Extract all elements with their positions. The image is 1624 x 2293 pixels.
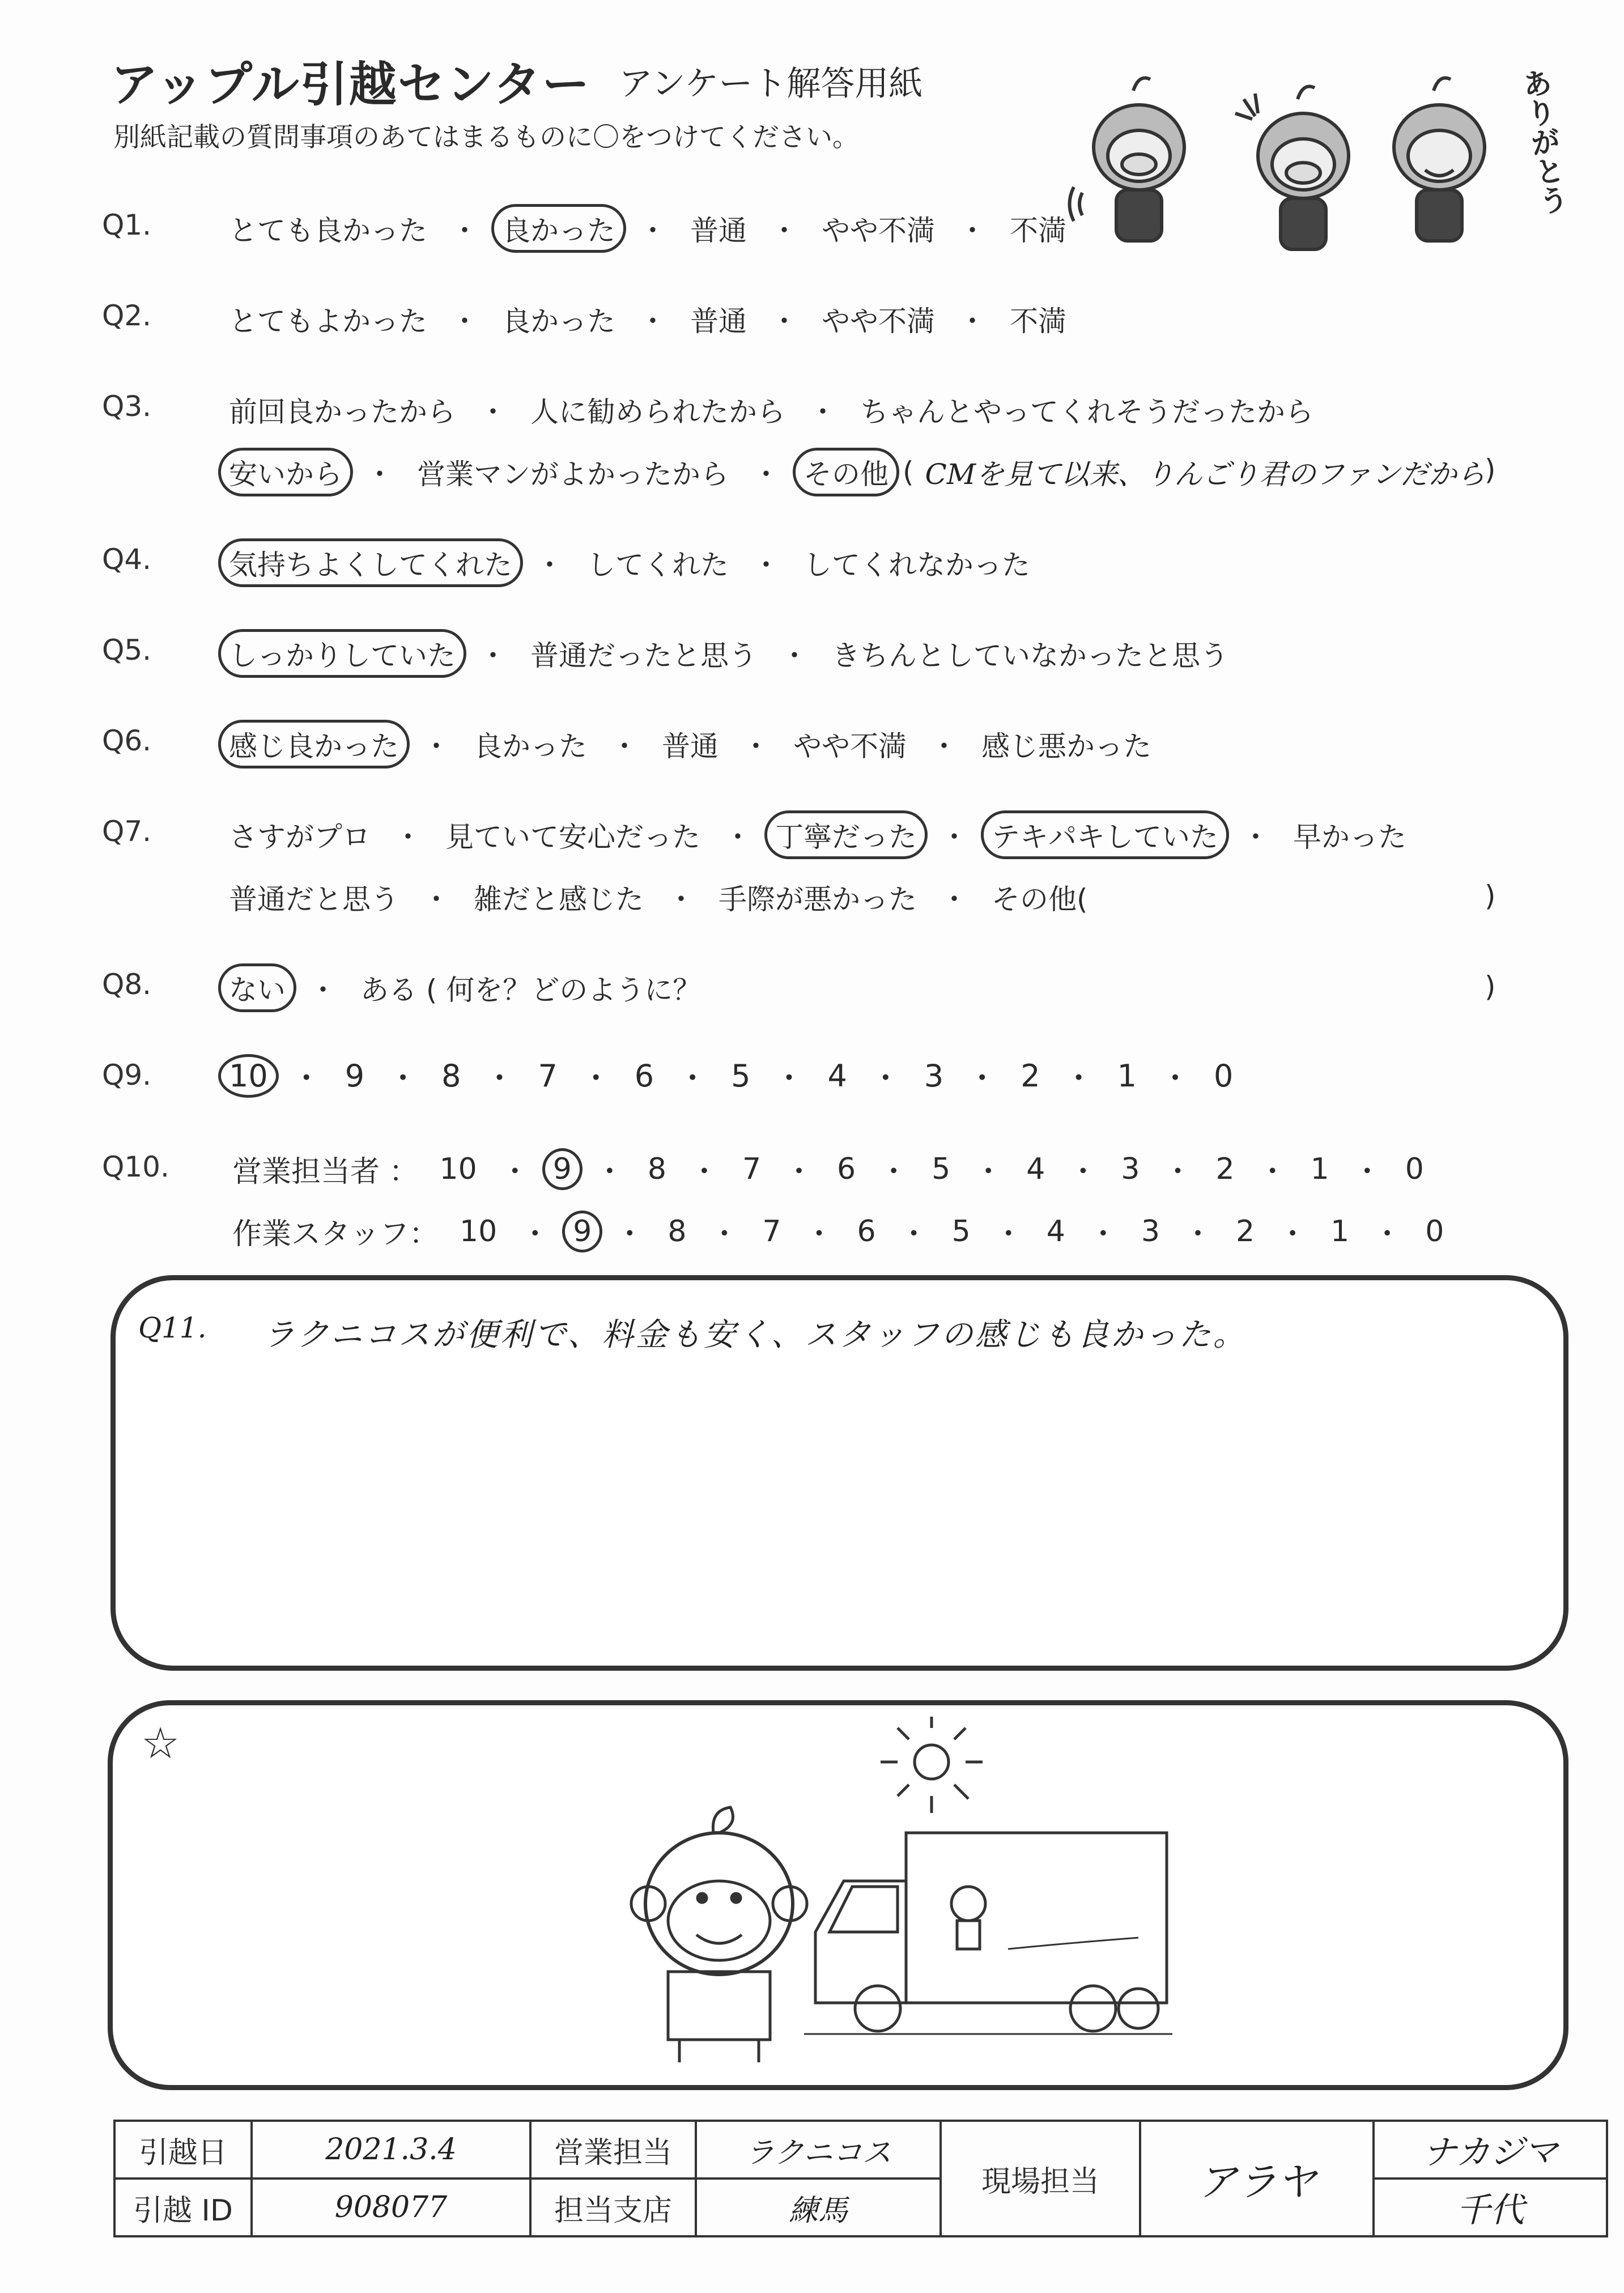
q10-staff-option[interactable]: 2 xyxy=(1235,1214,1255,1249)
q10-staff-option[interactable]: 10 xyxy=(460,1214,498,1249)
q9-option[interactable]: 3 xyxy=(924,1058,944,1094)
q10-sales-option[interactable]: 8 xyxy=(647,1152,666,1186)
q3-options-line1: 前回良かったから ・ 人に勧められたから ・ ちゃんとやってくれそうだったから xyxy=(218,385,1324,434)
q8-option[interactable]: ある ( 何を？どのように？ xyxy=(360,974,702,1007)
q5-label: Q5. xyxy=(102,634,152,666)
q7-close-paren: ) xyxy=(1485,880,1496,912)
q9-option-selected[interactable]: 10 xyxy=(218,1054,279,1098)
q6-option[interactable]: やや不満 xyxy=(793,730,907,763)
instruction-text: 別紙記載の質問事項のあてはまるものに〇をつけてください。 xyxy=(113,122,859,153)
q9-option[interactable]: 4 xyxy=(827,1058,847,1094)
q4-options: 気持ちよくしてくれた ・ してくれた ・ してくれなかった xyxy=(218,538,1041,587)
form-subtitle: アンケート解答用紙 xyxy=(619,64,923,104)
q5-option[interactable]: 普通だったと思う xyxy=(530,639,757,672)
q3-option[interactable]: 人に勧められたから xyxy=(530,396,785,428)
q8-close-paren: ) xyxy=(1485,970,1496,1003)
q6-options: 感じ良かった ・ 良かった ・ 普通 ・ やや不満 ・ 感じ悪かった xyxy=(218,720,1162,768)
q10-staff-option[interactable]: 0 xyxy=(1425,1214,1444,1249)
q10-sales-option[interactable]: 7 xyxy=(742,1152,762,1186)
q10-sales-option[interactable]: 10 xyxy=(439,1152,477,1186)
q6-option[interactable]: 普通 xyxy=(662,730,719,763)
sales-label: 営業担当 xyxy=(530,2121,696,2179)
q5-option-selected[interactable]: しっかりしていた xyxy=(218,629,466,678)
q10-staff-option-selected[interactable]: 9 xyxy=(562,1211,602,1252)
q10-sales-option[interactable]: 5 xyxy=(932,1152,951,1186)
q10-staff-option[interactable]: 6 xyxy=(857,1214,876,1249)
star-icon: ☆ xyxy=(141,1718,180,1768)
q5-options: しっかりしていた ・ 普通だったと思う ・ きちんとしていなかったと思う xyxy=(218,629,1239,678)
q2-label: Q2. xyxy=(102,299,152,332)
site-value-2[interactable]: ナカジマ xyxy=(1374,2121,1607,2179)
mascot-illustration xyxy=(1043,57,1553,261)
q9-label: Q9. xyxy=(102,1059,152,1092)
q3-close-paren: ) xyxy=(1485,453,1496,486)
q8-label: Q8. xyxy=(102,968,152,1001)
q10-sales-label: 営業担当者 ： xyxy=(232,1155,419,1189)
branch-value[interactable]: 練馬 xyxy=(696,2179,941,2236)
q7-option[interactable]: 雑だと感じた xyxy=(474,883,644,916)
thanks-text: ありがとう xyxy=(1515,66,1570,217)
q7-option[interactable]: さすがプロ xyxy=(229,821,371,853)
branch-label: 担当支店 xyxy=(530,2179,696,2236)
q7-option[interactable]: 手際が悪かった xyxy=(719,883,917,916)
q1-option[interactable]: やや不満 xyxy=(822,214,935,247)
site-label: 現場担当 xyxy=(941,2121,1140,2236)
mascot-1 xyxy=(1070,78,1185,241)
q8-options: ない ・ ある ( 何を？どのように？ xyxy=(218,963,712,1012)
q3-options-line2: 安いから ・ 営業マンがよかったから ・ その他 ( CMを見て以来、りんごり君のファンだから xyxy=(218,448,1485,496)
company-title: アップル引越センター xyxy=(110,57,591,112)
q10-staff-option[interactable]: 8 xyxy=(668,1214,687,1249)
q11-answer-text[interactable]: ラクニコスが便利で、料金も安く、スタッフの感じも良かった。 xyxy=(263,1317,1247,1353)
footer-info-table xyxy=(113,2120,1608,2237)
q5-option[interactable]: きちんとしていなかったと思う xyxy=(832,639,1228,672)
q10-sales-option-selected[interactable]: 9 xyxy=(542,1148,583,1190)
mascot-3 xyxy=(1394,78,1485,241)
q8-option-selected[interactable]: ない xyxy=(218,963,296,1012)
q3-option-selected[interactable]: 安いから xyxy=(218,448,353,496)
q11-label: Q11. xyxy=(138,1311,207,1344)
q6-option[interactable]: 良かった xyxy=(474,730,587,763)
q10-staff-option[interactable]: 3 xyxy=(1141,1214,1160,1249)
mascot-2 xyxy=(1235,87,1349,250)
q4-label: Q4. xyxy=(102,543,152,576)
q7-option-selected[interactable]: 丁寧だった xyxy=(764,810,928,859)
q3-option-selected[interactable]: その他 xyxy=(793,448,899,496)
drawing-box xyxy=(108,1700,1568,2090)
q10-sales-option[interactable]: 6 xyxy=(837,1152,856,1186)
q3-option[interactable]: 前回良かったから xyxy=(229,396,456,428)
q10-sales-options: 営業担当者 ： 10 ・ 9 ・ 8 ・ 7 ・ 6 ・ 5 ・ 4 ・ 3 ・ 2 ・ 1 ・ 0 xyxy=(232,1148,1435,1190)
site-value-1[interactable]: アラヤ xyxy=(1140,2121,1374,2236)
sun-icon xyxy=(881,1717,983,1813)
truck-icon xyxy=(804,1833,1172,2034)
q7-option[interactable]: 早かった xyxy=(1293,821,1406,853)
q2-options: とてもよかった ・ 良かった ・ 普通 ・ やや不満 ・ 不満 xyxy=(218,295,1077,343)
q3-option[interactable]: 営業マンがよかったから xyxy=(417,458,729,491)
q9-option[interactable]: 2 xyxy=(1021,1058,1040,1094)
q7-option[interactable]: 見ていて安心だった xyxy=(445,821,700,853)
q10-staff-option[interactable]: 7 xyxy=(762,1214,781,1249)
q2-option[interactable]: 良かった xyxy=(502,305,615,338)
q9-option[interactable]: 8 xyxy=(441,1058,461,1094)
truck-and-mascot-drawing xyxy=(606,1717,1354,2079)
q10-staff-option[interactable]: 5 xyxy=(951,1214,971,1249)
sales-value[interactable]: ラクニコス xyxy=(696,2121,941,2179)
q1-option[interactable]: とても良かった xyxy=(229,214,427,247)
q7-option[interactable]: 普通だと思う xyxy=(229,883,399,916)
q9-option[interactable]: 0 xyxy=(1213,1058,1234,1094)
q1-label: Q1. xyxy=(102,209,152,241)
q6-option-selected[interactable]: 感じ良かった xyxy=(218,720,410,768)
q3-label: Q3. xyxy=(102,390,152,423)
q6-label: Q6. xyxy=(102,724,152,757)
q4-option[interactable]: してくれなかった xyxy=(804,549,1030,581)
q4-option-selected[interactable]: 気持ちよくしてくれた xyxy=(218,538,523,587)
q9-options: 10 ・ 9 ・ 8 ・ 7 ・ 6 ・ 5 ・ 4 ・ 3 ・ 2 ・ 1 ・ 0 xyxy=(218,1054,1244,1098)
q1-option[interactable]: 普通 xyxy=(690,214,747,247)
q10-staff-option[interactable]: 4 xyxy=(1046,1214,1065,1249)
q9-option[interactable]: 7 xyxy=(538,1058,558,1094)
q11-answer-box[interactable] xyxy=(110,1275,1568,1671)
q10-sales-option[interactable]: 4 xyxy=(1026,1152,1045,1186)
q9-option[interactable]: 6 xyxy=(634,1058,654,1094)
q1-option[interactable]: 不満 xyxy=(1010,214,1066,247)
q2-option[interactable]: とてもよかった xyxy=(229,305,427,338)
q3-other-answer[interactable]: CMを見て以来、りんごり君のファンだから xyxy=(925,458,1485,491)
move-id-label: 引越 ID xyxy=(114,2179,252,2236)
q10-staff-label: 作業スタッフ： xyxy=(232,1217,439,1251)
q10-sales-option[interactable]: 3 xyxy=(1121,1152,1140,1186)
move-date-value[interactable]: 2021.3.4 xyxy=(252,2121,530,2179)
move-date-label: 引越日 xyxy=(114,2121,252,2179)
q10-label: Q10. xyxy=(102,1150,169,1183)
q10-sales-option[interactable]: 1 xyxy=(1310,1152,1329,1186)
q2-option[interactable]: やや不満 xyxy=(822,305,935,338)
q6-option[interactable]: 感じ悪かった xyxy=(981,730,1151,763)
q2-option[interactable]: 不満 xyxy=(1010,305,1066,338)
q3-option[interactable]: ちゃんとやってくれそうだったから xyxy=(860,396,1313,428)
move-id-value[interactable]: 908077 xyxy=(252,2179,530,2236)
q9-option[interactable]: 1 xyxy=(1117,1058,1137,1094)
mascot-drawing-icon xyxy=(631,1807,807,2062)
q4-option[interactable]: してくれた xyxy=(587,549,729,581)
q7-option[interactable]: その他( xyxy=(992,883,1088,916)
q9-option[interactable]: 9 xyxy=(345,1058,365,1094)
q7-option-selected[interactable]: テキパキしていた xyxy=(981,810,1229,859)
q9-option[interactable]: 5 xyxy=(731,1058,751,1094)
q1-options: とても良かった ・ 良かった ・ 普通 ・ やや不満 ・ 不満 xyxy=(218,204,1077,253)
q10-staff-options: 作業スタッフ： 10 ・ 9 ・ 8 ・ 7 ・ 6 ・ 5 ・ 4 ・ 3 ・ 2 ・ 1 ・ 0 xyxy=(232,1210,1455,1252)
q7-label: Q7. xyxy=(102,815,152,848)
q7-options-line2: 普通だと思う ・ 雑だと感じた ・ 手際が悪かった ・ その他( xyxy=(218,873,1099,922)
q10-staff-option[interactable]: 1 xyxy=(1330,1214,1350,1249)
site-value-3[interactable]: 千代 xyxy=(1374,2179,1607,2236)
q2-option[interactable]: 普通 xyxy=(690,305,747,338)
q10-sales-option[interactable]: 0 xyxy=(1405,1152,1424,1186)
q10-sales-option[interactable]: 2 xyxy=(1215,1152,1235,1186)
q7-options-line1: さすがプロ ・ 見ていて安心だった ・ 丁寧だった ・ テキパキしていた ・ 早かった xyxy=(218,810,1417,859)
q1-option-selected[interactable]: 良かった xyxy=(491,204,626,253)
